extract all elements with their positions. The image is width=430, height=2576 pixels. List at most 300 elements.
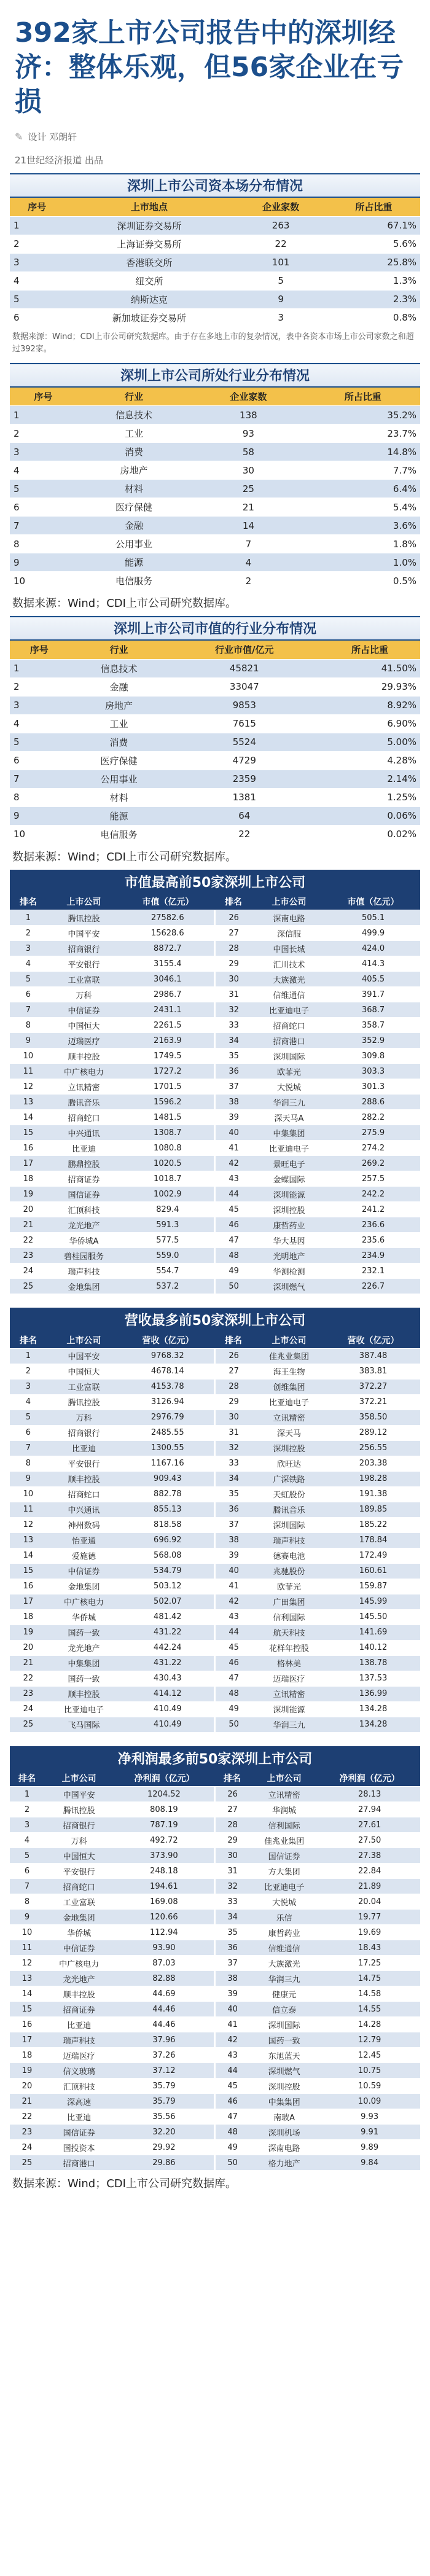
table-row <box>10 1048 420 1064</box>
table-cell: 7 <box>10 517 77 535</box>
table-cell: 9768.32 <box>121 1348 215 1364</box>
table-cell: 537.2 <box>121 1279 215 1294</box>
table-row <box>10 1364 420 1379</box>
table-row <box>10 1279 420 1294</box>
table-cell: 南玻A <box>249 2109 319 2125</box>
table-cell: 10 <box>10 572 77 590</box>
table-cell: 大悦城 <box>252 1079 326 1095</box>
table-cell: 创维集团 <box>252 1379 326 1394</box>
table-cell: 15 <box>10 1125 47 1141</box>
byline <box>15 129 415 167</box>
table-cell: 欧菲光 <box>252 1579 326 1594</box>
table-cell: 35 <box>215 1048 252 1064</box>
table-cell: 93.90 <box>114 1940 215 1956</box>
table-cell: 263 <box>234 216 327 235</box>
table-cell: 1.25% <box>319 788 420 806</box>
table-cell: 1749.5 <box>121 1048 215 1064</box>
industry-section <box>10 363 420 617</box>
table-cell: 顺丰控股 <box>44 1986 114 2002</box>
section-title: 市值最高前50家深圳上市公司 <box>10 870 420 894</box>
table-cell: 9 <box>10 1033 47 1048</box>
table-cell: 顺丰控股 <box>47 1686 121 1701</box>
table-cell: 深天马 <box>252 1425 326 1440</box>
table-cell: 1 <box>10 1348 47 1364</box>
table-cell: 37.96 <box>114 2032 215 2048</box>
table-cell: 492.72 <box>114 1833 215 1848</box>
table-cell: 40 <box>215 2002 249 2017</box>
table-cell: 消费 <box>69 733 170 751</box>
table-cell: 9 <box>10 1471 47 1486</box>
table-cell: 38 <box>215 1095 252 1110</box>
table-cell: 49 <box>215 1701 252 1717</box>
table-cell: 882.78 <box>121 1486 215 1502</box>
table-cell: 比亚迪 <box>44 2017 114 2032</box>
table-cell: 8 <box>10 1018 47 1033</box>
table-cell: 6 <box>10 498 77 517</box>
table-cell: 234.9 <box>326 1248 420 1263</box>
table-cell: 比亚迪电子 <box>252 1141 326 1156</box>
table-cell: 169.08 <box>114 1894 215 1910</box>
table-cell: 6 <box>10 308 64 327</box>
table-row <box>10 751 420 770</box>
article-header <box>0 0 430 173</box>
table-cell: 145.99 <box>326 1594 420 1609</box>
table-cell: 136.99 <box>326 1686 420 1701</box>
table-cell: 818.58 <box>121 1517 215 1532</box>
table-cell: 64 <box>169 806 319 825</box>
table-row <box>10 535 420 553</box>
column-header: 行业市值/亿元 <box>169 641 319 659</box>
table-cell: 22 <box>10 1671 47 1686</box>
table-cell: 1381 <box>169 788 319 806</box>
table-row <box>10 1686 420 1701</box>
table-cell: 25 <box>191 480 305 498</box>
table-cell: 3.6% <box>306 517 420 535</box>
table-cell: 1701.5 <box>121 1079 215 1095</box>
table-cell: 比亚迪电子 <box>47 1701 121 1717</box>
table-cell: 医疗保健 <box>69 751 170 770</box>
table-cell: 13 <box>10 1095 47 1110</box>
table-cell: 中信证券 <box>44 1940 114 1956</box>
table-row <box>10 253 420 271</box>
table-cell: 深南电路 <box>249 2140 319 2155</box>
table-cell: 22 <box>169 825 319 843</box>
table-cell: 373.90 <box>114 1848 215 1864</box>
table-cell: 8 <box>10 788 69 806</box>
table-cell: 24 <box>10 2140 44 2155</box>
table-cell: 招商蛇口 <box>252 1018 326 1033</box>
table-cell: 387.48 <box>326 1348 420 1364</box>
table-cell: 1596.2 <box>121 1095 215 1110</box>
table-cell: 光明地产 <box>252 1248 326 1263</box>
table-cell: 招商港口 <box>252 1033 326 1048</box>
table-cell: 48 <box>215 1248 252 1263</box>
table-cell: 华润城 <box>249 1802 319 1817</box>
table-cell: 深圳控股 <box>252 1202 326 1217</box>
table-cell: 1.3% <box>327 271 420 290</box>
table-cell: 6.4% <box>306 480 420 498</box>
table-cell: 3126.94 <box>121 1394 215 1410</box>
table-cell: 9 <box>10 553 77 572</box>
table-row <box>10 1879 420 1894</box>
table-row <box>10 1833 420 1848</box>
table-cell: 国药一致 <box>47 1671 121 1686</box>
table-cell: 23.7% <box>306 424 420 443</box>
table-row <box>10 1548 420 1563</box>
table-cell: 172.49 <box>326 1548 420 1563</box>
table-row <box>10 406 420 424</box>
table-cell: 国信证券 <box>47 1187 121 1202</box>
table-cell: 391.7 <box>326 987 420 1002</box>
table-cell: 46 <box>215 1655 252 1671</box>
table-row <box>10 443 420 461</box>
table-cell: 5.00% <box>319 733 420 751</box>
top-profit-section <box>10 1746 420 2197</box>
table-cell: 33047 <box>169 677 319 696</box>
table-cell: 中广核电力 <box>47 1594 121 1609</box>
table-cell: 19 <box>10 1625 47 1640</box>
table-row <box>10 1156 420 1171</box>
table-row <box>10 290 420 308</box>
table-row <box>10 461 420 480</box>
table-cell: 39 <box>215 1986 249 2002</box>
table-cell: 288.6 <box>326 1095 420 1110</box>
table-cell: 3 <box>10 443 77 461</box>
column-header: 所占比重 <box>319 641 420 659</box>
table-cell: 平安银行 <box>47 956 121 972</box>
table-cell: 282.2 <box>326 1110 420 1125</box>
table-cell: 32 <box>215 1879 249 1894</box>
table-cell: 1308.7 <box>121 1125 215 1141</box>
table-cell: 腾讯控股 <box>47 1394 121 1410</box>
table-cell: 25 <box>10 1279 47 1294</box>
table-cell: 50 <box>215 1279 252 1294</box>
table-cell: 39 <box>215 1548 252 1563</box>
table-cell: 93 <box>191 424 305 443</box>
table-cell: 6.90% <box>319 714 420 733</box>
table-row <box>10 1986 420 2002</box>
table-row <box>10 956 420 972</box>
table-cell: 9 <box>10 1910 44 1925</box>
table-cell: 金地集团 <box>47 1579 121 1594</box>
table-cell: 257.5 <box>326 1171 420 1187</box>
table-cell: 材料 <box>69 788 170 806</box>
table-cell: 5 <box>10 972 47 987</box>
table-row <box>10 2032 420 2048</box>
table-cell: 20 <box>10 1202 47 1217</box>
table-cell: 23 <box>10 1686 47 1701</box>
table-cell: 29 <box>215 1394 252 1410</box>
table-cell: 112.94 <box>114 1925 215 1940</box>
table-cell: 信维通信 <box>249 1940 319 1956</box>
table-cell: 44 <box>215 2063 249 2078</box>
table-cell: 兆驰股份 <box>252 1563 326 1579</box>
table-row <box>10 235 420 253</box>
table-cell: 23 <box>10 2125 44 2140</box>
table-cell: 深圳控股 <box>249 2078 319 2094</box>
table-cell: 11 <box>10 1064 47 1079</box>
table-cell: 招商银行 <box>44 1817 114 1833</box>
table-cell: 招商蛇口 <box>44 1879 114 1894</box>
table-cell: 信利国际 <box>249 1817 319 1833</box>
table-cell: 9.89 <box>319 2140 420 2155</box>
table-cell: 44.46 <box>114 2002 215 2017</box>
column-header: 上市公司 <box>44 1771 114 1787</box>
table-cell: 26 <box>215 1787 249 1802</box>
table-cell: 274.2 <box>326 1141 420 1156</box>
table-cell: 金地集团 <box>47 1279 121 1294</box>
table-cell: 比亚迪电子 <box>252 1394 326 1410</box>
table-cell: 18 <box>10 1609 47 1625</box>
table-cell: 10 <box>10 1486 47 1502</box>
table-cell: 迈瑞医疗 <box>252 1671 326 1686</box>
table-cell: 829.4 <box>121 1202 215 1217</box>
table-row <box>10 1248 420 1263</box>
table-cell: 42 <box>215 1156 252 1171</box>
table-cell: 20 <box>10 2078 44 2094</box>
table-cell: 广深铁路 <box>252 1471 326 1486</box>
capital-market-section <box>10 173 420 356</box>
table-cell: 137.53 <box>326 1671 420 1686</box>
table-cell: 电信服务 <box>77 572 191 590</box>
table-cell: 1727.2 <box>121 1064 215 1079</box>
table-cell: 14.55 <box>319 2002 420 2017</box>
table-cell: 格力地产 <box>249 2155 319 2171</box>
table-cell: 迈瑞医疗 <box>47 1033 121 1048</box>
column-header: 营收（亿元） <box>326 1332 420 1348</box>
table-cell: 3 <box>10 1817 44 1833</box>
table-cell: 中国长城 <box>252 941 326 956</box>
table-cell: 34 <box>215 1910 249 1925</box>
table-cell: 欧菲光 <box>252 1064 326 1079</box>
table-cell: 深天马A <box>252 1110 326 1125</box>
table-cell: 17 <box>10 2032 44 2048</box>
table-cell: 29.86 <box>114 2155 215 2171</box>
table-cell: 瑞声科技 <box>44 2032 114 2048</box>
column-header: 序号 <box>10 388 77 406</box>
table-cell: 比亚迪 <box>47 1141 121 1156</box>
table-cell: 17.25 <box>319 1956 420 1971</box>
table-cell: 信维通信 <box>252 987 326 1002</box>
table-cell: 7 <box>10 1440 47 1456</box>
table-cell: 4.28% <box>319 751 420 770</box>
table-cell: 12 <box>10 1079 47 1095</box>
column-header: 企业家数 <box>191 388 305 406</box>
table-cell: 38 <box>215 1971 249 1986</box>
table-row <box>10 987 420 1002</box>
table-cell: 45821 <box>169 659 319 677</box>
table-cell: 503.12 <box>121 1579 215 1594</box>
table-cell: 82.88 <box>114 1971 215 1986</box>
table-cell: 20.04 <box>319 1894 420 1910</box>
table-cell: 方大集团 <box>249 1864 319 1879</box>
table-cell: 101 <box>234 253 327 271</box>
table-cell: 47 <box>215 1233 252 1248</box>
table-cell: 香港联交所 <box>64 253 234 271</box>
table-cell: 4 <box>10 1833 44 1848</box>
table-cell: 1018.7 <box>121 1171 215 1187</box>
table-row <box>10 1348 420 1364</box>
table-row <box>10 2063 420 2078</box>
table-cell: 3155.4 <box>121 956 215 972</box>
table-cell: 32.20 <box>114 2125 215 2140</box>
table-cell: 37 <box>215 1517 252 1532</box>
table-cell: 28 <box>215 941 252 956</box>
table-cell: 442.24 <box>121 1640 215 1655</box>
table-cell: 410.49 <box>121 1717 215 1732</box>
top-profit-table <box>10 1771 420 2171</box>
table-cell: 3046.1 <box>121 972 215 987</box>
table-row <box>10 498 420 517</box>
column-header: 所占比重 <box>306 388 420 406</box>
table-cell: 中国恒大 <box>44 1848 114 1864</box>
table-cell: 7.7% <box>306 461 420 480</box>
table-cell: 乐信 <box>249 1910 319 1925</box>
table-cell: 中集集团 <box>47 1655 121 1671</box>
table-cell: 34 <box>215 1033 252 1048</box>
table-cell: 华侨城 <box>44 1925 114 1940</box>
table-cell: 37.12 <box>114 2063 215 2078</box>
table-cell: 5 <box>10 1848 44 1864</box>
table-cell: 37 <box>215 1956 249 1971</box>
table-cell: 43 <box>215 1609 252 1625</box>
table-row <box>10 1802 420 1817</box>
column-header: 行业 <box>77 388 191 406</box>
table-cell: 深南电路 <box>252 910 326 926</box>
table-row <box>10 2109 420 2125</box>
table-cell: 21.89 <box>319 1879 420 1894</box>
table-cell: 17 <box>10 1594 47 1609</box>
table-cell: 9.91 <box>319 2125 420 2140</box>
table-cell: 19 <box>10 2063 44 2078</box>
column-header: 序号 <box>10 641 69 659</box>
table-cell: 能源 <box>69 806 170 825</box>
page-title: 392家上市公司报告中的深圳经济：整体乐观，但56家企业在亏损 <box>15 17 404 117</box>
table-cell: 2.14% <box>319 770 420 788</box>
table-cell: 35.79 <box>114 2078 215 2094</box>
table-cell: 289.12 <box>326 1425 420 1440</box>
table-cell: 爱施德 <box>47 1548 121 1563</box>
table-cell: 7 <box>10 1002 47 1018</box>
table-row <box>10 1410 420 1425</box>
table-cell: 佳兆业集团 <box>252 1348 326 1364</box>
table-cell: 19.69 <box>319 1925 420 1940</box>
table-cell: 18 <box>10 1171 47 1187</box>
table-row <box>10 1002 420 1018</box>
column-header: 企业家数 <box>234 198 327 216</box>
section-title: 深圳上市公司资本场分布情况 <box>10 173 420 198</box>
table-cell: 269.2 <box>326 1156 420 1171</box>
table-row <box>10 1217 420 1233</box>
table-cell: 30 <box>191 461 305 480</box>
table-cell: 31 <box>215 987 252 1002</box>
table-cell: 1.0% <box>306 553 420 572</box>
table-cell: 27 <box>215 926 252 941</box>
publisher-text: 21世纪经济报道 出品 <box>15 154 103 166</box>
table-row <box>10 1141 420 1156</box>
table-cell: 5 <box>10 480 77 498</box>
table-cell: 中国平安 <box>47 926 121 941</box>
table-row <box>10 1579 420 1594</box>
table-cell: 深高速 <box>44 2094 114 2109</box>
table-row <box>10 1910 420 1925</box>
table-cell: 12.45 <box>319 2048 420 2063</box>
table-cell: 41.50% <box>319 659 420 677</box>
table-cell: 35.56 <box>114 2109 215 2125</box>
table-cell: 3 <box>234 308 327 327</box>
table-row <box>10 1379 420 1394</box>
table-cell: 35 <box>215 1925 249 1940</box>
marketcap-section <box>10 616 420 870</box>
table-cell: 31 <box>215 1425 252 1440</box>
table-cell: 554.7 <box>121 1263 215 1279</box>
table-cell: 公用事业 <box>77 535 191 553</box>
table-row <box>10 2140 420 2155</box>
table-row <box>10 1394 420 1410</box>
table-cell: 深圳国际 <box>252 1048 326 1064</box>
table-cell: 0.5% <box>306 572 420 590</box>
table-cell: 瑞声科技 <box>47 1263 121 1279</box>
column-header: 排名 <box>10 1771 44 1787</box>
table-cell: 28 <box>215 1817 249 1833</box>
table-cell: 佳兆业集团 <box>249 1833 319 1848</box>
table-cell: 44 <box>215 1625 252 1640</box>
table-cell: 46 <box>215 1217 252 1233</box>
table-cell: 2.3% <box>327 290 420 308</box>
table-cell: 36 <box>215 1064 252 1079</box>
table-cell: 189.85 <box>326 1502 420 1517</box>
table-cell: 工业富联 <box>47 1379 121 1394</box>
table-row <box>10 2017 420 2032</box>
table-cell: 2 <box>10 424 77 443</box>
table-cell: 金融 <box>77 517 191 535</box>
table-row <box>10 2125 420 2140</box>
table-cell: 33 <box>215 1456 252 1471</box>
table-cell: 14 <box>10 1986 44 2002</box>
table-cell: 金地集团 <box>44 1910 114 1925</box>
table-cell: 21 <box>10 1217 47 1233</box>
table-cell: 8 <box>10 535 77 553</box>
table-cell: 3 <box>10 253 64 271</box>
table-cell: 房地产 <box>77 461 191 480</box>
table-cell: 2359 <box>169 770 319 788</box>
table-cell: 309.8 <box>326 1048 420 1064</box>
table-cell: 腾讯控股 <box>44 1802 114 1817</box>
table-row <box>10 1609 420 1625</box>
table-cell: 22 <box>234 235 327 253</box>
table-cell: 2976.79 <box>121 1410 215 1425</box>
table-row <box>10 2094 420 2109</box>
table-cell: 6 <box>10 1864 44 1879</box>
column-header: 排名 <box>215 1771 249 1787</box>
table-cell: 21 <box>10 2094 44 2109</box>
table-cell: 27.94 <box>319 1802 420 1817</box>
table-row <box>10 1425 420 1440</box>
section-title: 营收最多前50家深圳上市公司 <box>10 1308 420 1332</box>
table-cell: 格林美 <box>252 1655 326 1671</box>
table-cell: 立讯精密 <box>249 1787 319 1802</box>
table-cell: 工业 <box>77 424 191 443</box>
table-cell: 国信证券 <box>249 1848 319 1864</box>
table-cell: 10 <box>10 1048 47 1064</box>
section-title: 深圳上市公司所处行业分布情况 <box>10 363 420 388</box>
table-cell: 40 <box>215 1125 252 1141</box>
table-cell: 22.84 <box>319 1864 420 1879</box>
table-cell: 241.2 <box>326 1202 420 1217</box>
table-cell: 185.22 <box>326 1517 420 1532</box>
table-cell: 5.4% <box>306 498 420 517</box>
table-cell: 招商蛇口 <box>47 1110 121 1125</box>
